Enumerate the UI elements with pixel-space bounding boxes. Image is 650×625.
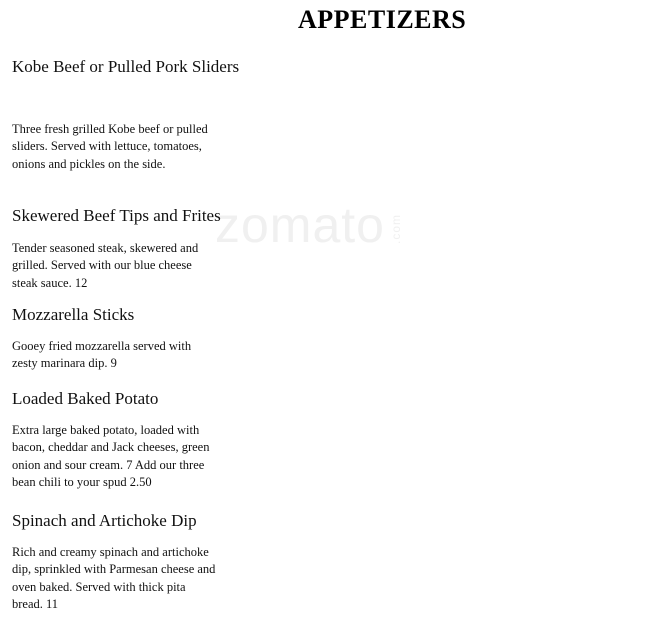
item-name-mozzarella-sticks: Mozzarella Sticks: [12, 305, 135, 324]
page-title: APPETIZERS: [298, 5, 467, 34]
item-desc-spinach-dip: Rich and creamy spinach and artichoke dip, sprinkled with Parmesan cheese and oven baked. Served with thick pita bread. 11: [12, 545, 216, 611]
item-desc-baked-potato: Extra large baked potato, loaded with bacon, cheddar and Jack cheeses, green onion and sour cream. 7 Add our three bean chili to your spud 2.50: [12, 423, 210, 489]
item-desc-mozzarella-sticks: Gooey fried mozzarella served with zesty marinara dip. 9: [12, 339, 192, 371]
item-desc-beef-tips: Tender seasoned steak, skewered and grilled. Served with our blue cheese steak sauce. 12: [12, 241, 199, 290]
item-name-baked-potato: Loaded Baked Potato: [12, 389, 159, 408]
item-name-beef-tips: Skewered Beef Tips and Frites: [12, 206, 221, 225]
item-desc-sliders: Three fresh grilled Kobe beef or pulled sliders. Served with lettuce, tomatoes, onions and pickles on the side.: [12, 122, 208, 171]
zomato-watermark: zomato .com: [215, 197, 403, 253]
item-name-sliders: Kobe Beef or Pulled Pork Sliders: [12, 57, 240, 76]
item-name-spinach-dip: Spinach and Artichoke Dip: [12, 511, 197, 530]
